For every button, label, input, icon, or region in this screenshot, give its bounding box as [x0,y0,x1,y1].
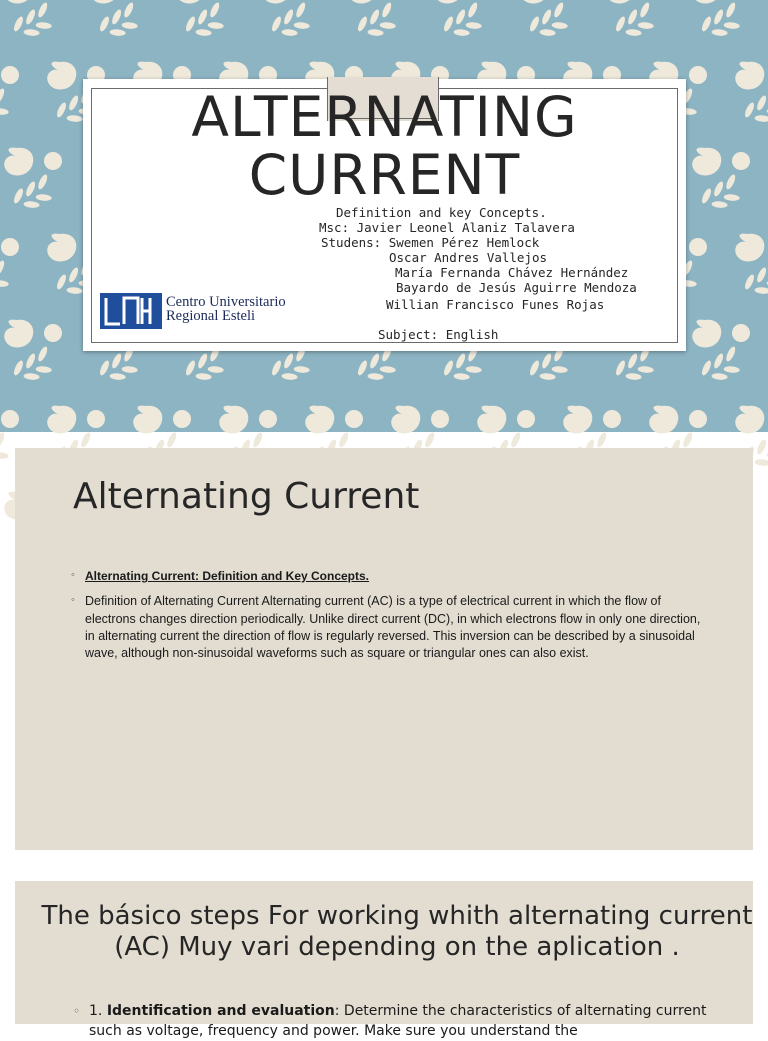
step-label: Identification and evaluation [106,1003,335,1019]
bullet-list [73,568,703,670]
slide-title: The básico steps For working whith alternating current (AC) Muy vari depending on the aplication . [41,901,753,962]
step-text: : Determine the characteristics of alternating current such as voltage, frequency and power. Make sure you understand the [89,1003,707,1039]
definition-slide [15,448,753,850]
logo-line-2: Regional Esteli [166,308,255,324]
list-item [73,593,703,662]
students-label: Studens: Swemen Pérez Hemlock [321,235,540,250]
bullet-body: Definition of Alternating Current Alternating current (AC) is a type of electrical current in which the flow of electrons changes direction periodically. Unlike direct current (DC), in which electrons flow in only one direction, in alternating current the direction of flow is regularly reversed. This inversion can be described by a sinusoidal wave, although non-sinusoidal waveforms such as square or triangular ones can also exist. [85,594,701,661]
step-number: 1. [89,1003,107,1019]
logo-line-1: Centro Universitario [166,294,286,310]
student-name: Bayardo de Jesús Aguirre Mendoza [396,280,637,295]
title-card [83,79,686,351]
subject: Subject: English [378,327,499,342]
presentation-title [83,85,686,207]
subtitle: Definition and key Concepts. [336,205,547,220]
list-item [73,568,703,585]
list-item [73,1001,713,1041]
title-line-2: CURRENT [248,143,521,207]
student-name: Oscar Andres Vallejos [389,250,548,265]
title-line-1: ALTERNATING [191,85,578,149]
student-name: María Fernanda Chávez Hernández [395,265,629,280]
student-name: Willian Francisco Funes Rojas [386,297,605,312]
steps-slide [15,881,753,1039]
university-logo [100,293,296,329]
teacher-name: Msc: Javier Leonel Alaniz Talavera [319,220,575,235]
logo-text [166,295,286,323]
slide-title: Alternating Current [73,476,420,517]
steps-list [73,1001,713,1041]
unan-logo-icon [100,293,162,329]
bullet-heading: Alternating Current: Definition and Key Concepts. [85,569,370,583]
title-slide [0,0,768,432]
